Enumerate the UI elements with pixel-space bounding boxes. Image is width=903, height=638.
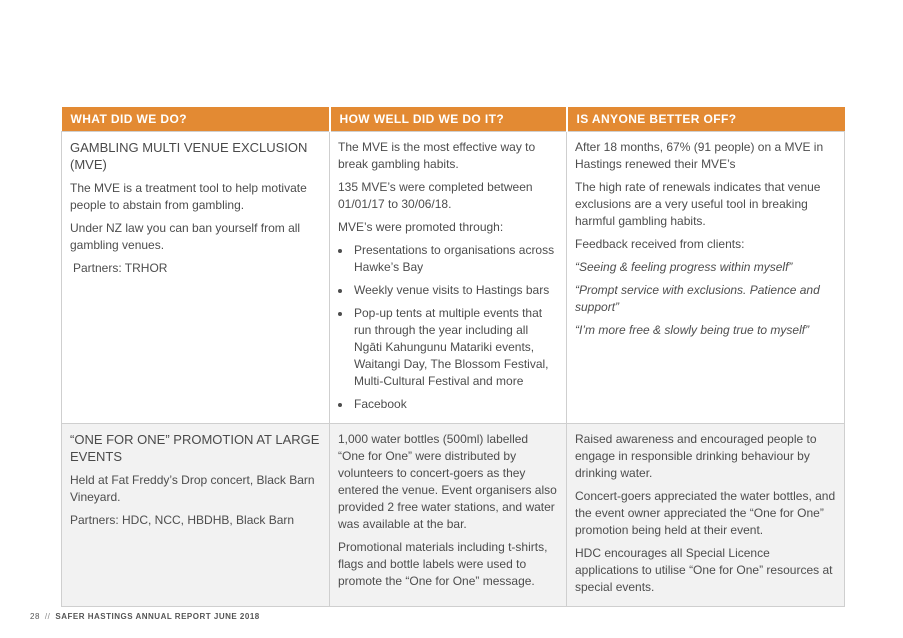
- client-quote: “Prompt service with exclusions. Patience and support”: [575, 283, 820, 314]
- cell-paragraph: Partners: HDC, NCC, HBDHB, Black Barn: [70, 513, 295, 527]
- cell-paragraph: Held at Fat Freddy’s Drop concert, Black Barn Vineyard.: [70, 473, 315, 504]
- partners-text: Partners: TRHOR: [73, 261, 168, 275]
- cell-paragraph: 1,000 water bottles (500ml) labelled “One for One” were distributed by volunteers to concert-goers as they entered the venue. Event organisers also provided 2 free water stations, and water was available at the bar.: [338, 432, 557, 531]
- report-table: [61, 107, 845, 607]
- page-number: 28: [30, 612, 40, 621]
- cell-paragraph: After 18 months, 67% (91 people) on a MVE in Hastings renewed their MVE’s: [575, 140, 824, 171]
- list-item: • Facebook: [352, 396, 558, 413]
- cell-paragraph: 135 MVE’s were completed between 01/01/17 to 30/06/18.: [338, 180, 533, 211]
- table-row: [62, 132, 845, 424]
- cell-better: [567, 132, 845, 424]
- header-what: WHAT DID WE DO?: [62, 107, 330, 132]
- page-footer: [30, 612, 260, 621]
- client-quote: “Seeing & feeling progress within myself”: [575, 260, 793, 274]
- header-better: IS ANYONE BETTER OFF?: [567, 107, 845, 132]
- cell-paragraph: Under NZ law you can ban yourself from all gambling venues.: [70, 221, 301, 252]
- cell-paragraph: The MVE is the most effective way to break gambling habits.: [338, 140, 536, 171]
- cell-what: [62, 132, 330, 424]
- cell-paragraph: HDC encourages all Special Licence applications to utilise “One for One” resources at special events.: [575, 546, 833, 594]
- cell-how: [330, 424, 567, 607]
- cell-title: “ONE FOR ONE” PROMOTION AT LARGE EVENTS: [70, 432, 320, 464]
- promotion-list: [338, 242, 558, 413]
- header-row: [62, 107, 845, 132]
- list-item: • Pop-up tents at multiple events that run through the year including all Ngāti Kahungunu Matariki events, Waitangi Day, The Blossom Festival, Multi-Cultural Festival and more: [352, 305, 558, 390]
- cell-title: GAMBLING MULTI VENUE EXCLUSION (MVE): [70, 140, 308, 172]
- list-item: • Presentations to organisations across Hawke’s Bay: [352, 242, 558, 276]
- cell-what: [62, 424, 330, 607]
- cell-paragraph: MVE’s were promoted through:: [338, 220, 504, 234]
- cell-better: [567, 424, 845, 607]
- footer-separator: //: [44, 612, 51, 621]
- cell-paragraph: The MVE is a treatment tool to help motivate people to abstain from gambling.: [70, 181, 307, 212]
- cell-paragraph: Promotional materials including t-shirts, flags and bottle labels were used to promote the “One for One” message.: [338, 540, 548, 588]
- cell-paragraph: Concert-goers appreciated the water bottles, and the event owner appreciated the “One for One” promotion being held at their event.: [575, 489, 836, 537]
- header-how: HOW WELL DID WE DO IT?: [330, 107, 567, 132]
- table-row: [62, 424, 845, 607]
- footer-title: SAFER HASTINGS ANNUAL REPORT JUNE 2018: [55, 612, 260, 621]
- cell-paragraph: Feedback received from clients:: [575, 237, 745, 251]
- client-quote: “I’m more free & slowly being true to myself”: [575, 323, 810, 337]
- cell-paragraph: Raised awareness and encouraged people to engage in responsible drinking behaviour by drinking water.: [575, 432, 817, 480]
- list-item: • Weekly venue visits to Hastings bars: [352, 282, 558, 299]
- cell-how: [330, 132, 567, 424]
- cell-paragraph: The high rate of renewals indicates that venue exclusions are a very useful tool in breaking harmful gambling habits.: [575, 180, 821, 228]
